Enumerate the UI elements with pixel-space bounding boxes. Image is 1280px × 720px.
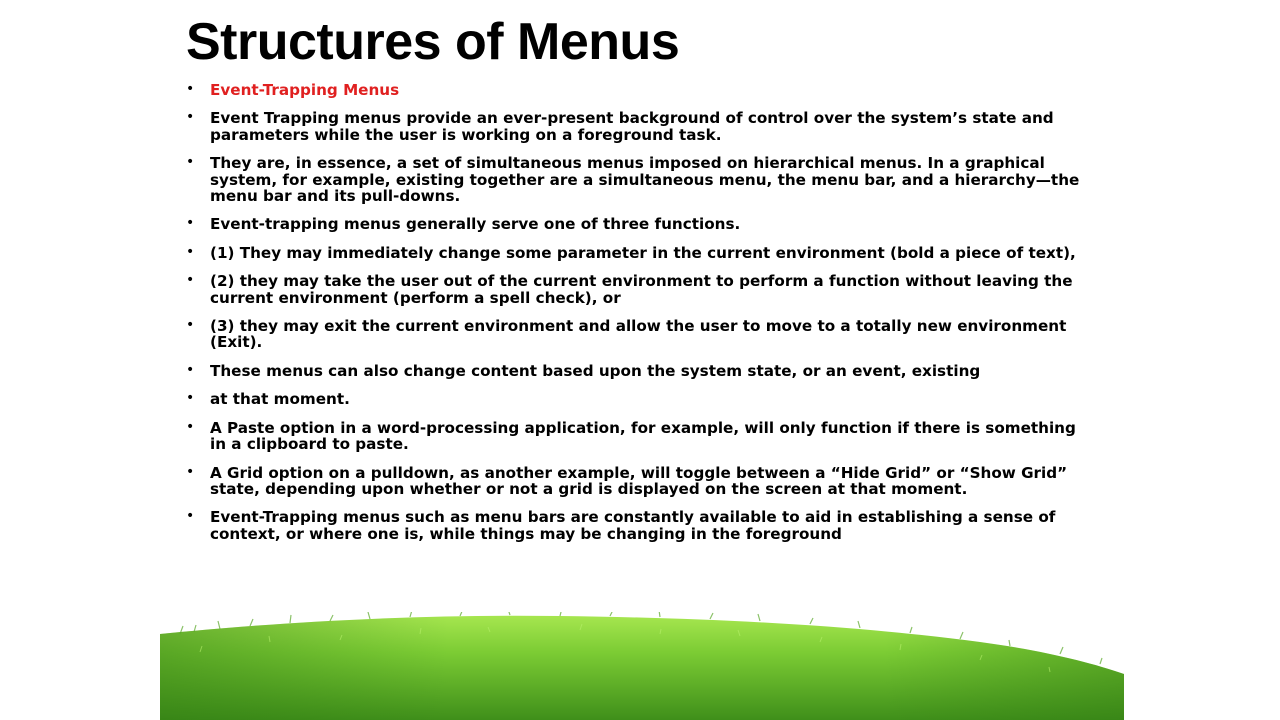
bullet-dot-icon: • [186,154,195,171]
bullet-item [186,110,1086,143]
bullet-text: (2) they may take the user out of the current environment to perform a function without leaving the current environment (perform a spell check), or [210,272,1073,307]
bullet-dot-icon: • [186,508,195,525]
slide-title: Structures of Menus [186,13,680,71]
bullet-text: (3) they may exit the current environment and allow the user to move to a totally new environment (Exit). [210,317,1067,352]
bullet-item [186,509,1086,542]
bullet-dot-icon: • [186,390,195,407]
bullet-item [186,420,1086,453]
bullet-text: (1) They may immediately change some parameter in the current environment (bold a piece of text), [210,243,1076,262]
bullet-dot-icon: • [186,361,195,378]
bullet-dot-icon: • [186,317,195,334]
bullet-dot-icon: • [186,463,195,480]
bullet-dot-icon: • [186,215,195,232]
bullet-text: Event-Trapping menus such as menu bars are constantly available to aid in establishing a sense of context, or where one is, while things may be changing in the foreground [210,508,1056,543]
bullet-item [186,318,1086,351]
bullet-text: A Paste option in a word-processing application, for example, will only function if there is something in a clipboard to paste. [210,418,1076,454]
bullet-dot-icon: • [186,418,195,435]
bullet-item [186,465,1086,498]
bullet-text: These menus can also change content based upon the system state, or an event, existing [210,361,981,380]
bullet-item [186,216,1086,232]
bullet-item [186,155,1086,204]
bullet-text: Event Trapping menus provide an ever-present background of control over the system’s state and parameters while the user is working on a foreground task. [210,109,1054,144]
bullet-dot-icon: • [186,109,195,126]
grass-hill-image [160,612,1124,720]
bullet-item [186,391,1086,407]
bullet-item [186,273,1086,306]
bullet-item-heading [186,82,1086,98]
bullet-item [186,245,1086,261]
bullet-dot-icon: • [186,272,195,289]
bullet-text: A Grid option on a pulldown, as another example, will toggle between a “Hide Grid” or “Show Grid” state, depending upon whether or not a grid is displayed on the screen at that moment. [210,463,1068,498]
bullet-dot-icon: • [186,243,195,260]
bullet-text: Event-trapping menus generally serve one of three functions. [210,215,741,234]
bullet-text: at that moment. [210,390,350,409]
bullet-dot-icon: • [186,81,195,97]
bullet-list [186,82,1086,554]
bullet-item [186,363,1086,379]
bullet-text: They are, in essence, a set of simultaneous menus imposed on hierarchical menus. In a graphical system, for example, existing together are a simultaneous menu, the menu bar, and a hierarchy—the menu bar and its pull-downs. [210,154,1080,206]
bullet-text: Event-Trapping Menus [210,81,400,99]
